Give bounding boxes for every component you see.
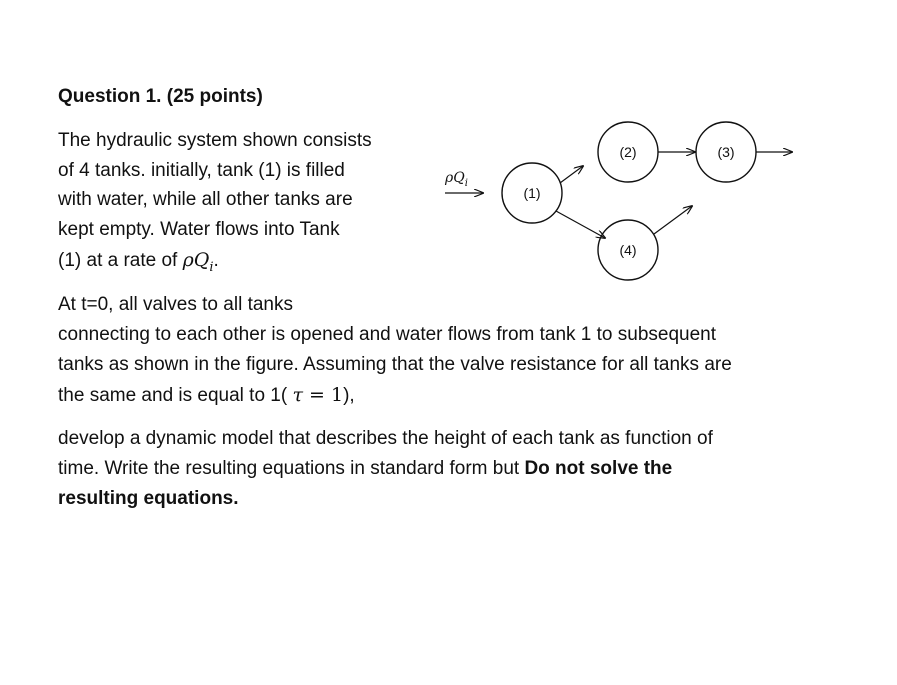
intro-line-2: of 4 tanks. initially, tank (1) is filled bbox=[58, 160, 345, 181]
valves-line-2: connecting to each other is opened and water flows from tank 1 to subsequent bbox=[58, 324, 717, 345]
rate-line-suffix: . bbox=[213, 250, 219, 271]
inflow-label bbox=[444, 170, 468, 189]
resistance-equals: = 1 bbox=[303, 384, 344, 406]
resistance-tau: τ bbox=[292, 384, 303, 406]
tank-4-label: (4) bbox=[619, 242, 637, 258]
rate-symbol-rho: ρ bbox=[182, 249, 194, 271]
standard-form-text: time. Write the resulting equations in standard form but bbox=[58, 458, 525, 479]
rate-symbol-q: Q bbox=[193, 249, 210, 271]
inflow-q: Q bbox=[453, 170, 465, 186]
intro-line-4: kept empty. Water flows into Tank bbox=[58, 219, 340, 240]
valves-line-1: At t=0, all valves to all tanks bbox=[58, 294, 293, 315]
arrow-tank-1-to-2 bbox=[560, 166, 583, 183]
rate-symbol-subscript: i bbox=[209, 259, 214, 275]
tank-1-label: (1) bbox=[523, 185, 541, 201]
intro-line-1: The hydraulic system shown consists bbox=[58, 130, 372, 151]
arrow-tank-1-to-4 bbox=[556, 211, 605, 238]
inflow-subscript: i bbox=[464, 178, 468, 189]
develop-line-1: develop a dynamic model that describes the height of each tank as function of bbox=[58, 428, 713, 449]
tank-3 bbox=[696, 122, 756, 182]
develop-line-3: resulting equations. bbox=[58, 488, 239, 509]
intro-line-3: with water, while all other tanks are bbox=[58, 189, 353, 210]
question-heading: Question 1. (25 points) bbox=[58, 86, 263, 107]
resistance-prefix: the same and is equal to 1( bbox=[58, 385, 293, 406]
rate-line-prefix: (1) at a rate of bbox=[58, 250, 183, 271]
tank-2 bbox=[598, 122, 658, 182]
tank-1 bbox=[502, 163, 562, 223]
resistance-suffix: ), bbox=[343, 385, 355, 406]
tank-3-label: (3) bbox=[717, 144, 735, 160]
do-not-solve-text: Do not solve the bbox=[524, 458, 673, 479]
valves-line-3: tanks as shown in the figure. Assuming that the valve resistance for all tanks are bbox=[58, 354, 732, 375]
inflow-rho: ρ bbox=[445, 170, 454, 186]
arrow-tank-4-outflow bbox=[654, 206, 692, 234]
tank-4 bbox=[598, 220, 658, 280]
tank-2-label: (2) bbox=[619, 144, 637, 160]
